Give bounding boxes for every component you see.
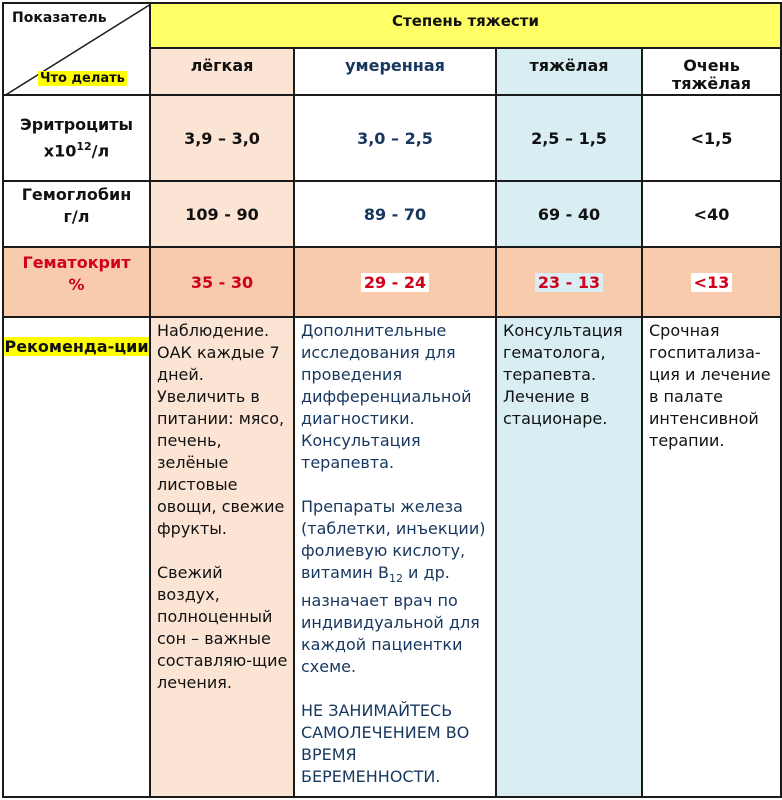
label-recommendations: Рекоменда-ции (3, 317, 150, 797)
rec-severe: Консультация гематолога, терапевта. Лечение в стационаре. (496, 317, 642, 797)
header-row-severity (3, 3, 781, 48)
hgb-mild: 109 - 90 (150, 181, 294, 247)
corner-cell (3, 3, 150, 95)
row-recommendations (3, 317, 781, 797)
severity-title: Степень тяжести (150, 3, 781, 48)
corner-label-indicator: Показатель (12, 10, 107, 26)
rbc-very-severe: <1,5 (642, 95, 781, 181)
row-hemoglobin (3, 181, 781, 247)
rbc-severe: 2,5 – 1,5 (496, 95, 642, 181)
hgb-moderate: 89 - 70 (294, 181, 496, 247)
corner-label-action: Что делать (40, 71, 125, 86)
anemia-severity-table (2, 2, 782, 798)
row-erythrocytes (3, 95, 781, 181)
hct-mild: 35 - 30 (150, 247, 294, 317)
label-hematocrit: Гематокрит % (3, 247, 150, 317)
rbc-mild: 3,9 – 3,0 (150, 95, 294, 181)
rec-mild: Наблюдение. ОАК каждые 7 дней. Увеличить в питании: мясо, печень, зелёные листовые овощи, свежие фрукты. Свежий воздух, полноценный сон – важные составляю-щие лечения. (150, 317, 294, 797)
level-very-severe: Очень тяжёлая (642, 48, 781, 95)
level-severe: тяжёлая (496, 48, 642, 95)
label-erythrocytes: Эритроциты $х10^{12}/л$ (3, 95, 150, 181)
hct-severe: 23 - 13 (496, 247, 642, 317)
hgb-very-severe: <40 (642, 181, 781, 247)
rec-moderate: Дополнительные исследования для проведения дифференциальной диагностики. Консультация терапевта. Препараты железа (таблетки, инъекции) фолиевую кислоту, витамин $В_{12}$ и др. назначает врач по индивидуальной для каждой пациентки схеме. НЕ ЗАНИМАЙТЕСЬ САМОЛЕЧЕНИЕМ ВО ВРЕМЯ БЕРЕМЕННОСТИ. (294, 317, 496, 797)
hgb-severe: 69 - 40 (496, 181, 642, 247)
rbc-moderate: 3,0 – 2,5 (294, 95, 496, 181)
rec-very-severe: Срочная госпитализа-ция и лечение в палате интенсивной терапии. (642, 317, 781, 797)
hct-moderate: 29 - 24 (294, 247, 496, 317)
level-moderate: умеренная (294, 48, 496, 95)
level-mild: лёгкая (150, 48, 294, 95)
label-hemoglobin: Гемоглобин г/л (3, 181, 150, 247)
row-hematocrit (3, 247, 781, 317)
hct-very-severe: <13 (642, 247, 781, 317)
